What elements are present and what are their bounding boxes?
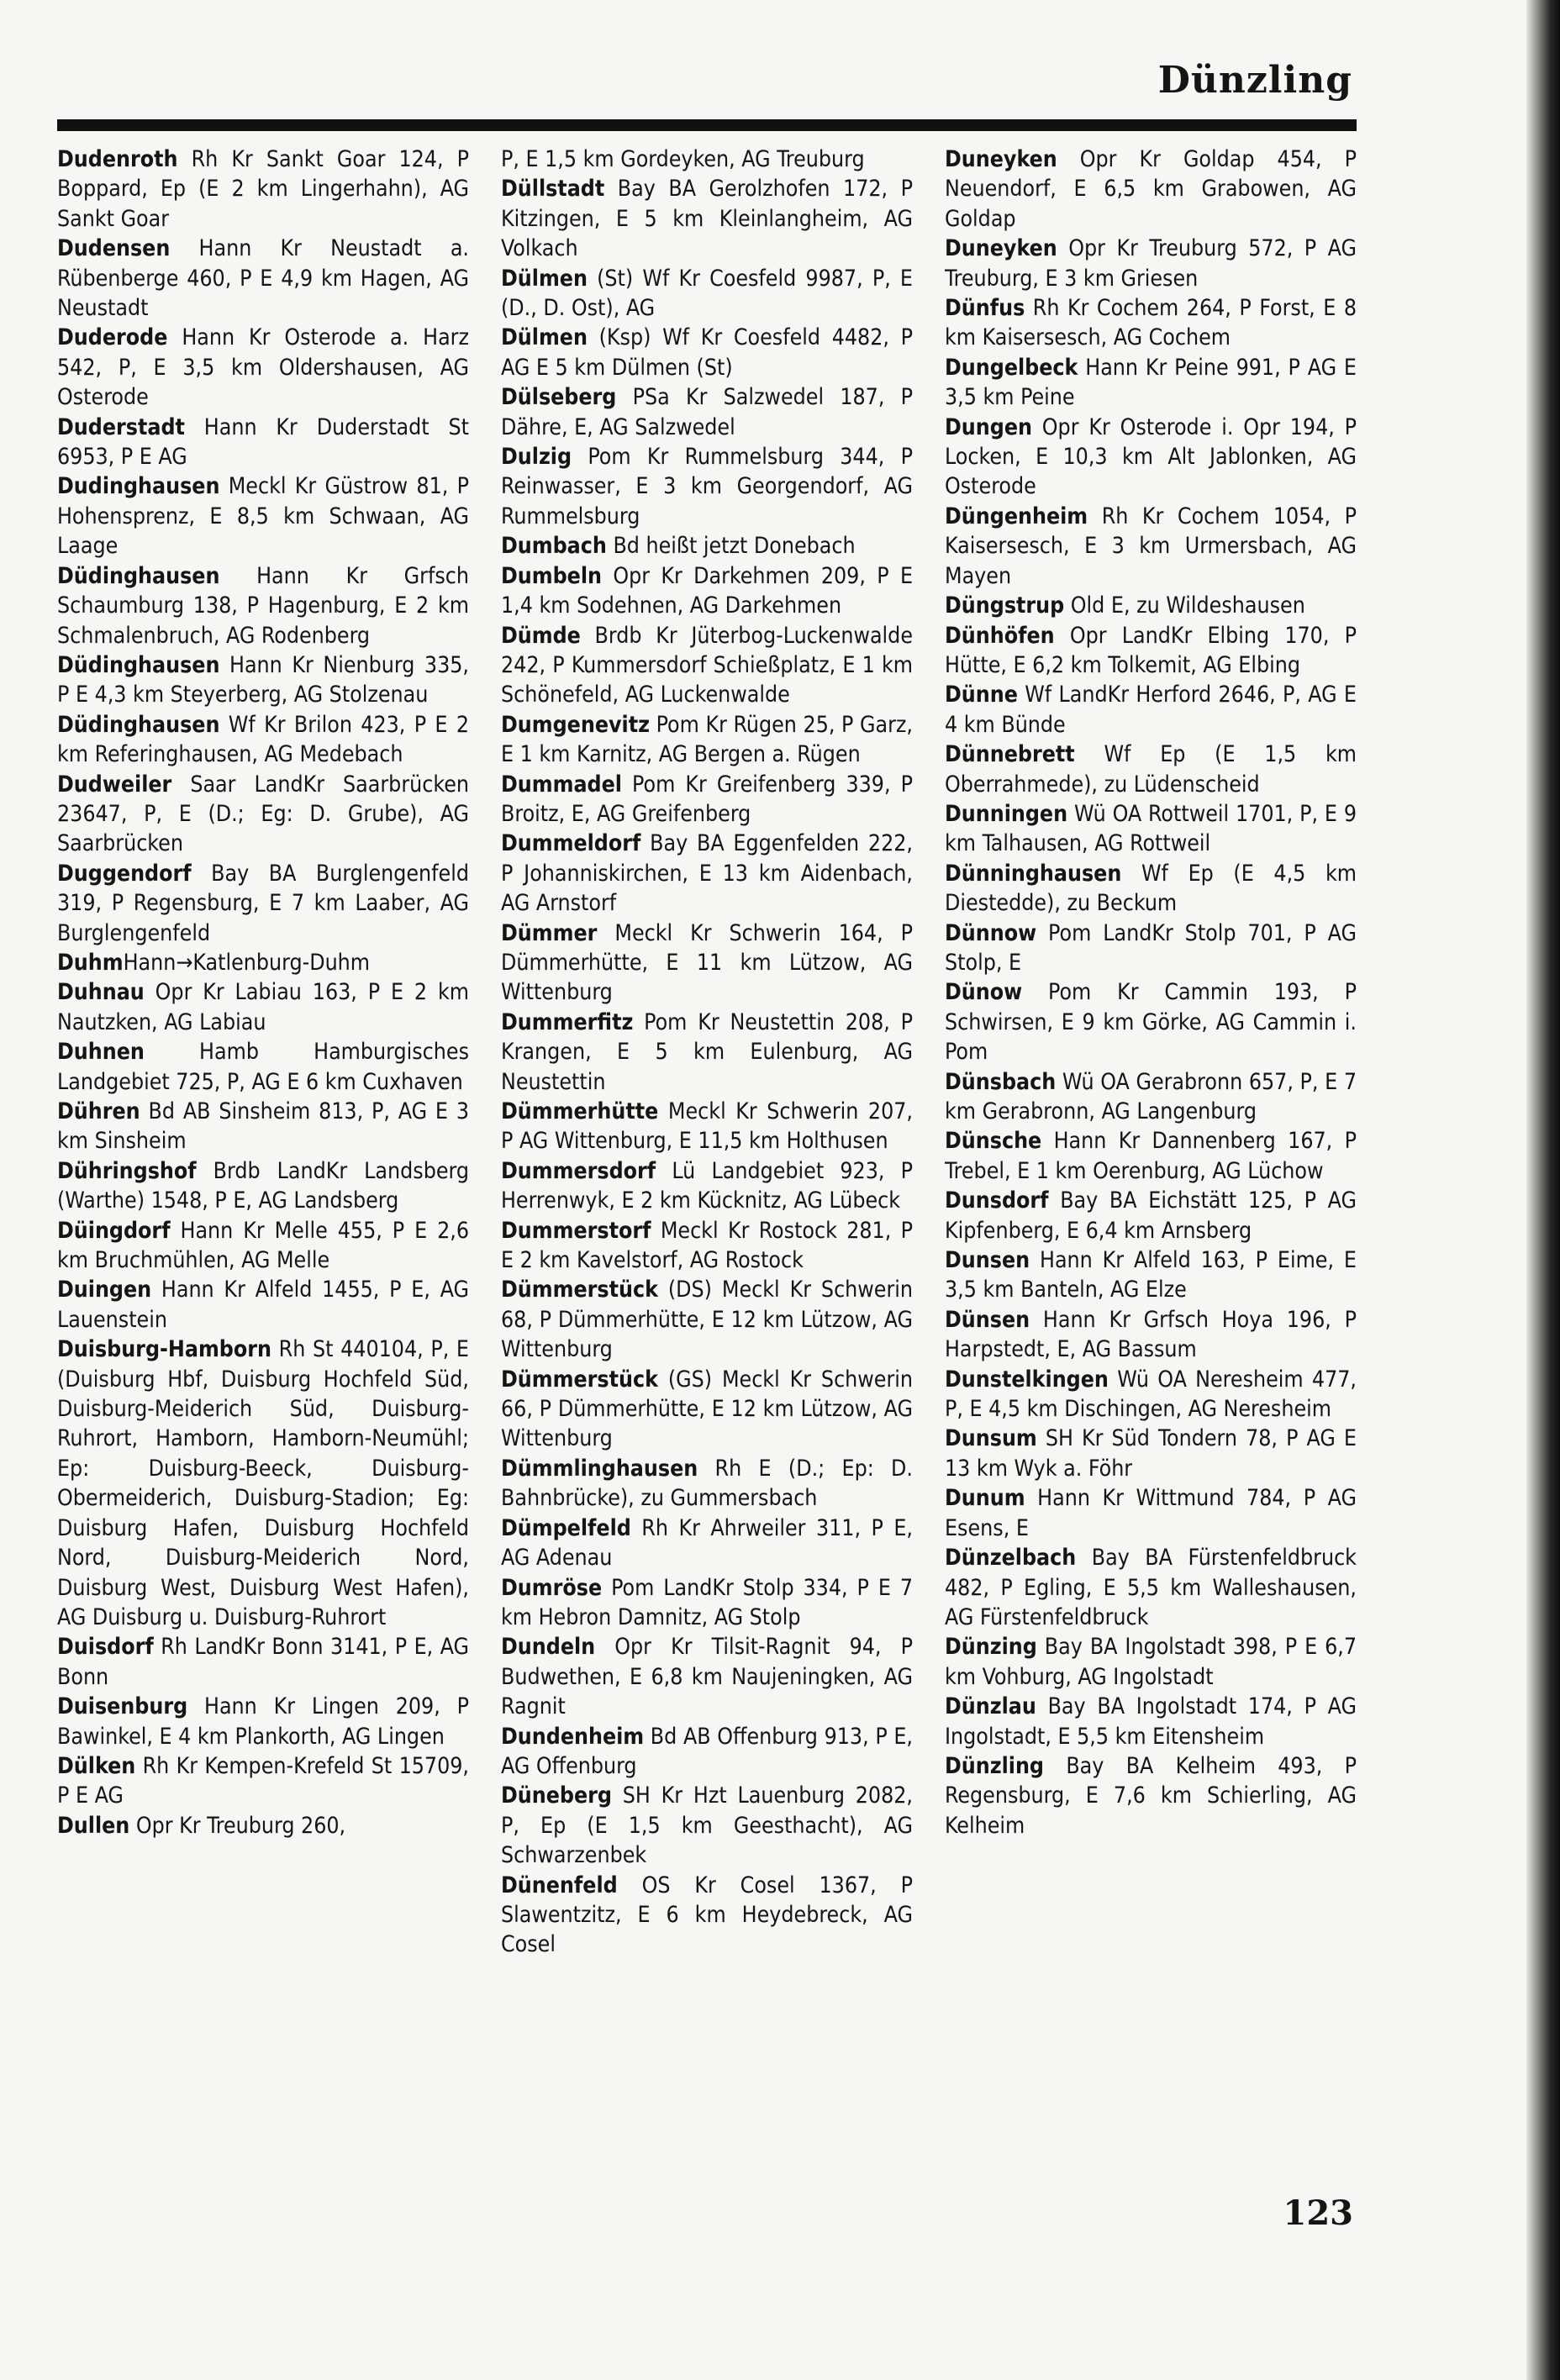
entry-headword: Düngstrup (945, 592, 1065, 619)
entry-text: Hann Kr Peine 991, P AG E 3,5 km Peine (945, 354, 1357, 411)
entry-headword: Duisburg-Hamborn (57, 1336, 271, 1363)
gazetteer-entry (945, 1067, 1357, 1127)
entry-headword: Dullen (57, 1812, 130, 1839)
entry-text: Meckl Kr Schwerin 207, P AG Wittenburg, E 11,5 km Holthusen (501, 1098, 913, 1155)
entry-headword: Dummeldorf (501, 830, 641, 857)
gazetteer-entry (57, 710, 469, 770)
entry-headword: Dühringshof (57, 1157, 197, 1184)
entry-headword: Dudinghausen (57, 473, 220, 500)
gazetteer-entry (501, 1365, 913, 1454)
gazetteer-entry (501, 382, 913, 442)
gazetteer-entry (501, 1008, 913, 1097)
gazetteer-entry (57, 650, 469, 710)
entry-text: Bay BA Kelheim 493, P Regensburg, E 7,6 km Schierling, AG Kelheim (945, 1752, 1357, 1839)
entry-headword: Duderode (57, 324, 168, 351)
gazetteer-entry (57, 1811, 469, 1840)
gazetteer-entry (501, 1156, 913, 1216)
gazetteer-entry (57, 770, 469, 859)
entry-text: Bay BA Eggenfelden 222, P Johanniskirchen, E 13 km Aidenbach, AG Arnstorf (501, 830, 913, 917)
gazetteer-entry (57, 1632, 469, 1692)
entry-headword: Dünzlau (945, 1693, 1036, 1720)
gazetteer-entry (501, 1275, 913, 1364)
entry-text: Pom Kr Greifenberg 339, P Broitz, E, AG Greifenberg (501, 771, 913, 827)
column-1 (57, 145, 469, 2195)
entry-text: Bd heißt jetzt Donebach (606, 533, 856, 560)
gazetteer-entry (501, 1216, 913, 1276)
entry-headword: Dünenfeld (501, 1872, 618, 1898)
gazetteer-entry (57, 234, 469, 323)
entry-text: Brdb LandKr Landsberg (Warthe) 1548, P E, AG Landsberg (57, 1157, 469, 1214)
entry-headword: Duneyken (945, 146, 1057, 172)
entry-text: Brdb Kr Jüterbog-Luckenwalde 242, P Kummersdorf Schießplatz, E 1 km Schönefeld, AG Luckenwalde (501, 622, 913, 708)
entry-text: Hann Kr Grfsch Schaumburg 138, P Hagenburg, E 2 km Schmalenbruch, AG Rodenberg (57, 562, 469, 649)
entry-headword: Dungen (945, 413, 1032, 440)
gazetteer-entry (57, 1097, 469, 1156)
entry-text: Bay BA Fürstenfeldbruck 482, P Egling, E 5,5 km Walleshausen, AG Fürstenfeldbruck (945, 1545, 1357, 1630)
entry-headword: Dummerfitz (501, 1008, 634, 1035)
entry-headword: Dünnow (945, 919, 1037, 946)
entry-headword: Düneberg (501, 1782, 612, 1809)
gazetteer-entry (501, 561, 913, 621)
entry-text: Wf LandKr Herford 2646, P, AG E 4 km Bünde (945, 682, 1357, 738)
gazetteer-entry (501, 1514, 913, 1573)
gazetteer-entry (945, 1751, 1357, 1840)
gazetteer-entry (945, 740, 1357, 799)
entry-headword: Dunum (945, 1485, 1025, 1512)
binding-edge (1526, 0, 1560, 2380)
entry-headword: Düngenheim (945, 503, 1088, 529)
gazetteer-entry (57, 471, 469, 561)
entry-text: Rh E (D.; Ep: D. Bahnbrücke), zu Gummersbach (501, 1455, 913, 1512)
entry-text: Pom Kr Rummelsburg 344, P Reinwasser, E 3 km Georgendorf, AG Rummelsburg (501, 444, 913, 529)
entry-text: Pom LandKr Stolp 701, P AG Stolp, E (945, 919, 1357, 976)
entry-text: Pom Kr Rügen 25, P Garz, E 1 km Karnitz, AG Bergen a. Rügen (501, 711, 913, 768)
gazetteer-entry (945, 1365, 1357, 1424)
entry-headword: Dülmen (501, 265, 588, 292)
gazetteer-entry (945, 859, 1357, 919)
entry-text: Meckl Kr Schwerin 164, P Dümmerhütte, E 11 km Lützow, AG Wittenburg (501, 919, 913, 1006)
entry-headword: Dünsbach (945, 1068, 1057, 1095)
gazetteer-entry (57, 1216, 469, 1276)
entry-headword: Düingdorf (57, 1217, 171, 1244)
gazetteer-entry (945, 1424, 1357, 1483)
gazetteer-entry (501, 264, 913, 324)
entry-headword: Duneyken (945, 235, 1057, 262)
entry-headword: Dunsen (945, 1247, 1030, 1274)
entry-headword: Düdinghausen (57, 562, 220, 589)
entry-text: SH Kr Hzt Lauenburg 2082, P, Ep (E 1,5 km Geesthacht), AG Schwarzenbek (501, 1782, 913, 1869)
entry-headword: Dundenheim (501, 1723, 645, 1750)
entry-text: Wü OA Neresheim 477, P, E 4,5 km Dischingen, AG Neresheim (945, 1366, 1357, 1423)
entry-text: Hann Kr Lingen 209, P Bawinkel, E 4 km Plankorth, AG Lingen (57, 1693, 469, 1750)
entry-text: Bay BA Eichstätt 125, P AG Kipfenberg, E 6,4 km Arnsberg (945, 1187, 1357, 1244)
gazetteer-entry (945, 1245, 1357, 1305)
gazetteer-entry (57, 1156, 469, 1216)
entry-text: Opr Kr Osterode i. Opr 194, P Locken, E 10,3 km Alt Jablonken, AG Osterode (945, 413, 1357, 500)
gazetteer-entry (945, 234, 1357, 293)
entry-headword: Dünzling (945, 1752, 1044, 1779)
entry-headword: Dumbach (501, 533, 607, 560)
entry-text: P, E 1,5 km Gordeyken, AG Treuburg (501, 146, 865, 172)
entry-headword: Dünnebrett (945, 741, 1075, 768)
entry-headword: Dümmerstück (501, 1366, 658, 1393)
entry-text: Hann Kr Nienburg 335, P E 4,3 km Steyerberg, AG Stolzenau (57, 651, 469, 708)
gazetteer-entry (945, 621, 1357, 681)
gazetteer-entry (945, 353, 1357, 413)
entry-text: Hann Kr Dannenberg 167, P Trebel, E 1 km Oerenburg, AG Lüchow (945, 1128, 1357, 1184)
gazetteer-entry (501, 531, 913, 561)
gazetteer-entry (945, 799, 1357, 859)
gazetteer-entry (945, 293, 1357, 353)
entry-text: Pom Kr Neustettin 208, P Krangen, E 5 km Eulenburg, AG Neustettin (501, 1008, 913, 1095)
entry-headword: Dümde (501, 622, 581, 649)
gazetteer-entry (945, 680, 1357, 740)
entry-headword: Dünsche (945, 1128, 1042, 1155)
entry-headword: Düdinghausen (57, 711, 220, 738)
page-number: 123 (1283, 2193, 1353, 2233)
entry-text: Pom Kr Cammin 193, P Schwirsen, E 9 km Görke, AG Cammin i. Pom (945, 979, 1357, 1066)
header-rule (57, 119, 1357, 131)
entry-headword: Dümmlinghausen (501, 1455, 698, 1482)
entry-text: Meckl Kr Güstrow 81, P Hohensprenz, E 8,5 km Schwaan, AG Laage (57, 473, 469, 560)
entry-text: Rh St 440104, P, E (Duisburg Hbf, Duisburg Hochfeld Süd, Duisburg-Meiderich Süd, Duisburg-Ruhrort, Hamborn, Hamborn-Neumühl; Ep: Duisburg-Beeck, Duisburg-Obermeiderich, Duisburg-Stadion; Eg: Duisburg Hafen, Duisburg Hochfeld Nord, Duisburg-Meiderich Nord, Duisburg West, Duisburg West Hafen), AG Duisburg u. Duisburg-Ruhrort (57, 1336, 469, 1630)
entry-columns (57, 145, 1357, 2195)
gazetteer-entry (501, 145, 913, 174)
entry-headword: Dunsum (945, 1425, 1037, 1452)
gazetteer-entry (945, 145, 1357, 234)
gazetteer-entry (945, 1126, 1357, 1186)
entry-text: Bay BA Burglengenfeld 319, P Regensburg, E 7 km Laaber, AG Burglengenfeld (57, 860, 469, 946)
entry-headword: Dünne (945, 682, 1018, 708)
entry-text: PSa Kr Salzwedel 187, P Dähre, E, AG Salzwedel (501, 384, 913, 440)
entry-headword: Dummersdorf (501, 1157, 656, 1184)
gazetteer-entry (945, 977, 1357, 1066)
gazetteer-entry (945, 1186, 1357, 1245)
gazetteer-entry (945, 1305, 1357, 1365)
gazetteer-entry (501, 770, 913, 829)
entry-text: Lü Landgebiet 923, P Herrenwyk, E 2 km Kücknitz, AG Lübeck (501, 1157, 913, 1214)
entry-text: (Ksp) Wf Kr Coesfeld 4482, P AG E 5 km Dülmen (St) (501, 324, 913, 381)
entry-text: Wf Kr Brilon 423, P E 2 km Referinghausen, AG Medebach (57, 711, 469, 768)
gazetteer-entry (57, 977, 469, 1037)
entry-text: Rh Kr Kempen-Krefeld St 15709, P E AG (57, 1752, 469, 1809)
entry-text: Hann Kr Grfsch Hoya 196, P Harpstedt, E, AG Bassum (945, 1306, 1357, 1363)
entry-text: Hann Kr Alfeld 1455, P E, AG Lauenstein (57, 1277, 469, 1333)
entry-headword: Duhm (57, 949, 124, 976)
entry-headword: Dumgenevitz (501, 711, 650, 738)
entry-headword: Dungelbeck (945, 354, 1078, 381)
entry-headword: Dühren (57, 1098, 140, 1124)
gazetteer-entry (945, 919, 1357, 978)
entry-headword: Dümmerhütte (501, 1098, 659, 1124)
entry-headword: Dundeln (501, 1634, 596, 1661)
entry-text: Wf Ep (E 4,5 km Diestedde), zu Beckum (945, 860, 1357, 917)
gazetteer-entry (501, 1573, 913, 1633)
entry-text: Meckl Kr Rostock 281, P E 2 km Kavelstorf, AG Rostock (501, 1217, 913, 1274)
entry-text: Bay BA Gerolzhofen 172, P Kitzingen, E 5 km Kleinlangheim, AG Volkach (501, 176, 913, 262)
entry-text: Opr Kr Tilsit-Ragnit 94, P Budwethen, E 6,8 km Naujeningken, AG Ragnit (501, 1634, 913, 1720)
entry-text: (DS) Meckl Kr Schwerin 68, P Dümmerhütte, E 12 km Lützow, AG Wittenburg (501, 1277, 913, 1363)
entry-text: Hann Kr Melle 455, P E 2,6 km Bruchmühlen, AG Melle (57, 1217, 469, 1274)
gazetteer-entry (501, 1871, 913, 1960)
entry-text: Saar LandKr Saarbrücken 23647, P, E (D.; Eg: D. Grube), AG Saarbrücken (57, 771, 469, 857)
entry-headword: Dummerstorf (501, 1217, 651, 1244)
entry-text: Rh Kr Cochem 264, P Forst, E 8 km Kaisersesch, AG Cochem (945, 295, 1357, 351)
entry-headword: Dünninghausen (945, 860, 1122, 887)
entry-headword: Düllstadt (501, 176, 605, 203)
gazetteer-entry (945, 1483, 1357, 1543)
entry-text: Opr Kr Labiau 163, P E 2 km Nautzken, AG Labiau (57, 979, 469, 1035)
entry-text: Wü OA Gerabronn 657, P, E 7 km Gerabronn, AG Langenburg (945, 1068, 1357, 1124)
entry-headword: Dümmer (501, 919, 598, 946)
entry-text: Hann→Katlenburg-Duhm (123, 949, 371, 976)
entry-headword: Dünzelbach (945, 1545, 1077, 1572)
entry-headword: Dümmerstück (501, 1277, 658, 1303)
entry-headword: Duhnau (57, 979, 145, 1006)
entry-headword: Duisenburg (57, 1693, 188, 1720)
entry-headword: Dunningen (945, 800, 1068, 827)
gazetteer-entry (57, 859, 469, 948)
entry-text: Opr Kr Treuburg 572, P AG Treuburg, E 3 km Griesen (945, 235, 1357, 292)
gazetteer-entry (57, 323, 469, 412)
entry-headword: Dudensen (57, 235, 171, 262)
entry-headword: Dumröse (501, 1574, 603, 1601)
entry-headword: Duggendorf (57, 860, 192, 887)
entry-text: Rh Kr Sankt Goar 124, P Boppard, Ep (E 2 km Lingerhahn), AG Sankt Goar (57, 146, 469, 232)
entry-text: Bd AB Sinsheim 813, P, AG E 3 km Sinsheim (57, 1098, 469, 1155)
entry-text: Opr Kr Darkehmen 209, P E 1,4 km Sodehnen, AG Darkehmen (501, 562, 913, 619)
entry-headword: Düdinghausen (57, 651, 220, 678)
entry-headword: Dummadel (501, 771, 622, 798)
gazetteer-entry (501, 1722, 913, 1782)
running-head: Dünzling (1157, 59, 1352, 102)
gazetteer-entry (501, 829, 913, 918)
entry-headword: Dünzing (945, 1634, 1037, 1661)
gazetteer-entry (945, 1632, 1357, 1692)
entry-text: (St) Wf Kr Coesfeld 9987, P, E (D., D. Ost), AG (501, 265, 913, 322)
entry-text: Wf Ep (E 1,5 km Oberrahmede), zu Lüdenscheid (945, 741, 1357, 798)
entry-text: Bay BA Ingolstadt 398, P E 6,7 km Vohburg, AG Ingolstadt (945, 1634, 1357, 1690)
gazetteer-entry (945, 1543, 1357, 1632)
entry-text: Opr LandKr Elbing 170, P Hütte, E 6,2 km Tolkemit, AG Elbing (945, 622, 1357, 678)
entry-text: Hann Kr Wittmund 784, P AG Esens, E (945, 1485, 1357, 1541)
gazetteer-entry (57, 1335, 469, 1632)
entry-text: Hann Kr Duderstadt St 6953, P E AG (57, 413, 469, 471)
gazetteer-entry (57, 413, 469, 472)
entry-text: Rh Kr Ahrweiler 311, P E, AG Adenau (501, 1514, 913, 1572)
entry-headword: Dülmen (501, 324, 588, 351)
entry-headword: Duderstadt (57, 413, 185, 440)
entry-text: Bd AB Offenburg 913, P E, AG Offenburg (501, 1723, 913, 1779)
entry-text: Hann Kr Alfeld 163, P Eime, E 3,5 km Banteln, AG Elze (945, 1247, 1357, 1303)
entry-text: Pom LandKr Stolp 334, P E 7 km Hebron Damnitz, AG Stolp (501, 1574, 913, 1630)
gazetteer-entry (57, 561, 469, 650)
entry-text: OS Kr Cosel 1367, P Slawentzitz, E 6 km Heydebreck, AG Cosel (501, 1872, 913, 1958)
entry-text: Rh Kr Cochem 1054, P Kaisersesch, E 3 km Urmersbach, AG Mayen (945, 503, 1357, 589)
entry-text: Wü OA Rottweil 1701, P, E 9 km Talhausen, AG Rottweil (945, 800, 1357, 857)
entry-headword: Dulzig (501, 444, 572, 471)
entry-headword: Dumbeln (501, 562, 603, 589)
entry-text: (GS) Meckl Kr Schwerin 66, P Dümmerhütte, E 12 km Lützow, AG Wittenburg (501, 1366, 913, 1452)
gazetteer-entry (945, 502, 1357, 591)
gazetteer-entry (501, 323, 913, 382)
entry-headword: Dunstelkingen (945, 1366, 1109, 1393)
gazetteer-entry (945, 591, 1357, 620)
entry-headword: Duisdorf (57, 1634, 154, 1661)
entry-headword: Dunsdorf (945, 1187, 1049, 1214)
gazetteer-entry (501, 621, 913, 710)
entry-headword: Dümpelfeld (501, 1514, 631, 1541)
gazetteer-entry (501, 919, 913, 1008)
gazetteer-entry (57, 1692, 469, 1751)
gazetteer-entry (501, 1781, 913, 1870)
gazetteer-entry (501, 174, 913, 263)
entry-text: Hamb Hamburgisches Landgebiet 725, P, AG E 6 km Cuxhaven (57, 1039, 469, 1095)
entry-headword: Duingen (57, 1277, 152, 1303)
entry-headword: Dünow (945, 979, 1023, 1006)
gazetteer-entry (57, 1275, 469, 1335)
gazetteer-entry (57, 948, 469, 977)
entry-headword: Dülken (57, 1752, 136, 1779)
entry-headword: Dudweiler (57, 771, 172, 798)
entry-headword: Dünfus (945, 295, 1025, 322)
entry-headword: Duhnen (57, 1039, 145, 1066)
entry-text: Opr Kr Goldap 454, P Neuendorf, E 6,5 km Grabowen, AG Goldap (945, 146, 1357, 232)
entry-text: Bay BA Ingolstadt 174, P AG Ingolstadt, E 5,5 km Eitensheim (945, 1693, 1357, 1750)
entry-text: Old E, zu Wildeshausen (1064, 592, 1305, 619)
gazetteer-entry (945, 413, 1357, 502)
gazetteer-entry (945, 1692, 1357, 1751)
column-3 (945, 145, 1357, 2195)
column-2 (501, 145, 913, 2195)
entry-headword: Dünhöfen (945, 622, 1055, 649)
entry-text: Opr Kr Treuburg 260, (129, 1812, 346, 1839)
entry-text: Rh LandKr Bonn 3141, P E, AG Bonn (57, 1634, 469, 1690)
gazetteer-entry (57, 145, 469, 234)
gazetteer-entry (501, 1632, 913, 1721)
entry-text: Hann Kr Neustadt a. Rübenberge 460, P E 4,9 km Hagen, AG Neustadt (57, 235, 469, 322)
gazetteer-entry (501, 1097, 913, 1156)
entry-headword: Dünsen (945, 1306, 1030, 1333)
entry-headword: Dülseberg (501, 384, 617, 411)
entry-headword: Dudenroth (57, 146, 178, 172)
entry-text: SH Kr Süd Tondern 78, P AG E 13 km Wyk a. Föhr (945, 1425, 1357, 1482)
gazetteer-entry (57, 1751, 469, 1811)
gazetteer-entry (501, 442, 913, 531)
gazetteer-entry (57, 1037, 469, 1097)
entry-text: Hann Kr Osterode a. Harz 542, P, E 3,5 km Oldershausen, AG Osterode (57, 324, 469, 411)
gazetteer-entry (501, 710, 913, 770)
gazetteer-entry (501, 1454, 913, 1514)
